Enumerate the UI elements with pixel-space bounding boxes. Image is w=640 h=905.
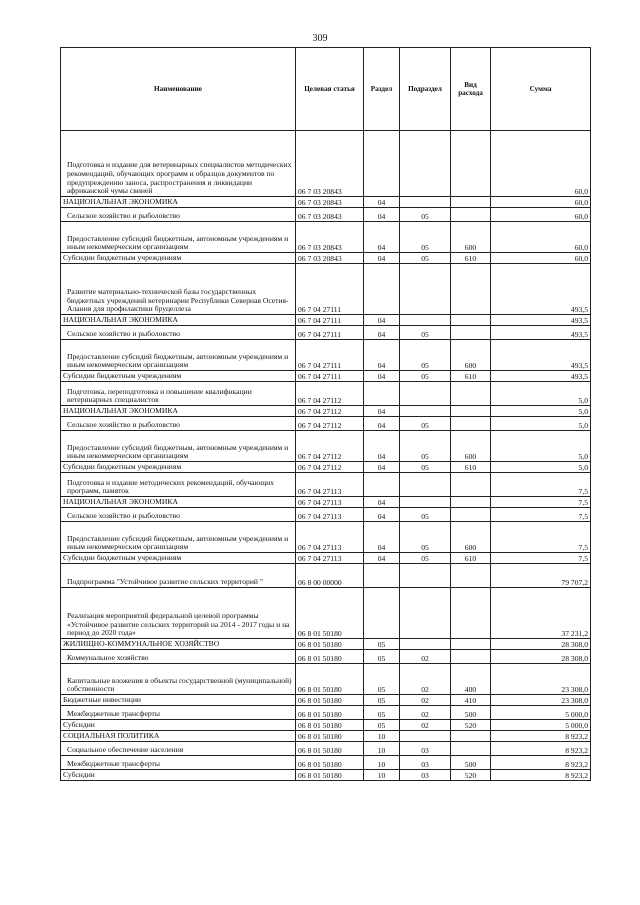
row-name: Развитие материально-технической базы государственных бюджетных учреждений ветеринарии Республики Северная Осетия-Алания для профилактики бруцеллеза <box>61 264 296 315</box>
table-row <box>61 253 591 264</box>
row-amount: 60,0 <box>491 208 591 222</box>
row-subsection: 05 <box>400 340 451 371</box>
row-amount: 60,0 <box>491 222 591 253</box>
row-name: Субсидии бюджетным учреждениям <box>61 553 296 564</box>
table-row <box>61 588 591 639</box>
row-name: Сельское хозяйство и рыболовство <box>61 417 296 431</box>
row-subsection <box>400 588 451 639</box>
row-target-code: 06 8 01 50180 <box>296 650 364 664</box>
row-section: 04 <box>364 340 400 371</box>
row-target-code: 06 7 04 27112 <box>296 382 364 406</box>
table-row <box>61 131 591 197</box>
row-section: 10 <box>364 770 400 781</box>
row-name: Сельское хозяйство и рыболовство <box>61 326 296 340</box>
row-expense-type: 610 <box>451 462 491 473</box>
table-row <box>61 664 591 695</box>
table-row <box>61 639 591 650</box>
row-target-code: 06 8 01 50180 <box>296 695 364 706</box>
row-section: 05 <box>364 664 400 695</box>
table-row <box>61 382 591 406</box>
table-row <box>61 695 591 706</box>
row-target-code: 06 7 04 27111 <box>296 315 364 326</box>
row-name: Капитальные вложения в объекты государственной (муниципальной) собственности <box>61 664 296 695</box>
row-subsection <box>400 639 451 650</box>
row-amount: 37 231,2 <box>491 588 591 639</box>
row-amount: 5,0 <box>491 431 591 462</box>
row-section: 05 <box>364 706 400 720</box>
row-name: НАЦИОНАЛЬНАЯ ЭКОНОМИКА <box>61 197 296 208</box>
row-target-code: 06 7 04 27112 <box>296 417 364 431</box>
table-header <box>61 48 591 131</box>
table-row <box>61 553 591 564</box>
row-name: Социальное обеспечение населения <box>61 742 296 756</box>
row-amount: 8 923,2 <box>491 731 591 742</box>
table-row <box>61 522 591 553</box>
row-expense-type <box>451 326 491 340</box>
row-amount: 7,5 <box>491 553 591 564</box>
table-row <box>61 770 591 781</box>
row-subsection: 03 <box>400 756 451 770</box>
row-subsection: 05 <box>400 253 451 264</box>
row-target-code: 06 8 01 50180 <box>296 639 364 650</box>
header-section: Раздел <box>364 48 400 131</box>
row-section: 04 <box>364 197 400 208</box>
table-row <box>61 431 591 462</box>
row-name: Реализация мероприятий федеральной целевой программы «Устойчивое развитие сельских территорий на 2014 - 2017 годы и на период до 2020 года» <box>61 588 296 639</box>
row-expense-type: 520 <box>451 720 491 731</box>
row-section: 10 <box>364 731 400 742</box>
row-subsection <box>400 473 451 497</box>
row-expense-type <box>451 417 491 431</box>
page-number: 309 <box>312 33 328 44</box>
table-row <box>61 197 591 208</box>
row-name: Предоставление субсидий бюджетным, автономным учреждениям и иным некоммерческим организациям <box>61 431 296 462</box>
row-expense-type <box>451 315 491 326</box>
row-name: Сельское хозяйство и рыболовство <box>61 208 296 222</box>
row-name: Коммунальное хозяйство <box>61 650 296 664</box>
row-target-code: 06 8 00 00000 <box>296 564 364 588</box>
row-section: 04 <box>364 208 400 222</box>
row-name: Субсидии бюджетным учреждениям <box>61 462 296 473</box>
row-amount: 8 923,2 <box>491 742 591 756</box>
table-row <box>61 720 591 731</box>
table-row <box>61 742 591 756</box>
row-section: 05 <box>364 639 400 650</box>
row-name: НАЦИОНАЛЬНАЯ ЭКОНОМИКА <box>61 406 296 417</box>
row-target-code: 06 7 03 20843 <box>296 208 364 222</box>
row-expense-type <box>451 564 491 588</box>
header-name: Наименование <box>61 48 296 131</box>
row-section: 05 <box>364 720 400 731</box>
row-amount: 7,5 <box>491 497 591 508</box>
header-amount: Сумма <box>491 48 591 131</box>
row-expense-type <box>451 508 491 522</box>
row-amount: 60,0 <box>491 253 591 264</box>
table-row <box>61 264 591 315</box>
row-target-code: 06 8 01 50180 <box>296 720 364 731</box>
table-row <box>61 731 591 742</box>
row-subsection: 05 <box>400 208 451 222</box>
row-expense-type: 600 <box>451 340 491 371</box>
row-expense-type <box>451 650 491 664</box>
row-target-code: 06 7 03 20843 <box>296 253 364 264</box>
row-expense-type: 500 <box>451 706 491 720</box>
row-amount: 5,0 <box>491 382 591 406</box>
table-row <box>61 706 591 720</box>
table-row <box>61 462 591 473</box>
row-subsection: 05 <box>400 371 451 382</box>
row-amount: 28 308,0 <box>491 639 591 650</box>
row-name: Подготовка и издание методических рекомендаций, обучающих программ, памяток <box>61 473 296 497</box>
row-amount: 5,0 <box>491 406 591 417</box>
row-target-code: 06 7 03 20843 <box>296 131 364 197</box>
row-subsection <box>400 497 451 508</box>
row-amount: 493,5 <box>491 371 591 382</box>
row-subsection: 03 <box>400 770 451 781</box>
header-expense-type: Вид расхода <box>451 48 491 131</box>
row-section: 04 <box>364 315 400 326</box>
row-expense-type: 410 <box>451 695 491 706</box>
row-section: 04 <box>364 462 400 473</box>
header-subsection: Подраздел <box>400 48 451 131</box>
row-amount: 8 923,2 <box>491 770 591 781</box>
table-row <box>61 406 591 417</box>
row-name: Сельское хозяйство и рыболовство <box>61 508 296 522</box>
row-subsection: 05 <box>400 417 451 431</box>
row-section <box>364 264 400 315</box>
row-amount: 23 308,0 <box>491 664 591 695</box>
row-section <box>364 382 400 406</box>
row-amount: 7,5 <box>491 508 591 522</box>
row-subsection <box>400 264 451 315</box>
row-name: Субсидии <box>61 720 296 731</box>
row-expense-type <box>451 731 491 742</box>
row-expense-type <box>451 588 491 639</box>
row-name: Межбюджетные трансферты <box>61 756 296 770</box>
table-row <box>61 473 591 497</box>
row-target-code: 06 7 04 27113 <box>296 473 364 497</box>
row-expense-type <box>451 406 491 417</box>
row-section: 04 <box>364 222 400 253</box>
row-amount: 5 000,0 <box>491 720 591 731</box>
row-expense-type: 610 <box>451 371 491 382</box>
table-row <box>61 564 591 588</box>
row-section: 10 <box>364 742 400 756</box>
row-amount: 5,0 <box>491 462 591 473</box>
table-row <box>61 371 591 382</box>
row-target-code: 06 7 04 27111 <box>296 371 364 382</box>
row-expense-type: 400 <box>451 664 491 695</box>
row-expense-type: 520 <box>451 770 491 781</box>
table-row <box>61 756 591 770</box>
table-body <box>61 131 591 781</box>
row-expense-type <box>451 639 491 650</box>
row-expense-type: 500 <box>451 756 491 770</box>
row-section: 04 <box>364 406 400 417</box>
row-section: 04 <box>364 253 400 264</box>
table-row <box>61 340 591 371</box>
row-section: 04 <box>364 431 400 462</box>
row-amount: 8 923,2 <box>491 756 591 770</box>
row-amount: 7,5 <box>491 473 591 497</box>
table-row <box>61 417 591 431</box>
row-subsection: 02 <box>400 664 451 695</box>
row-name: НАЦИОНАЛЬНАЯ ЭКОНОМИКА <box>61 497 296 508</box>
row-target-code: 06 7 04 27112 <box>296 406 364 417</box>
row-amount: 28 308,0 <box>491 650 591 664</box>
row-subsection: 02 <box>400 695 451 706</box>
table-row <box>61 208 591 222</box>
row-section <box>364 564 400 588</box>
row-target-code: 06 8 01 50180 <box>296 770 364 781</box>
row-expense-type <box>451 497 491 508</box>
row-name: Межбюджетные трансферты <box>61 706 296 720</box>
row-amount: 23 308,0 <box>491 695 591 706</box>
row-name: Субсидии <box>61 770 296 781</box>
table-row <box>61 650 591 664</box>
header-target: Целевая статья <box>296 48 364 131</box>
table-row <box>61 222 591 253</box>
row-expense-type <box>451 473 491 497</box>
row-subsection <box>400 406 451 417</box>
row-expense-type <box>451 208 491 222</box>
row-subsection: 03 <box>400 742 451 756</box>
row-subsection: 05 <box>400 553 451 564</box>
row-expense-type: 610 <box>451 553 491 564</box>
row-target-code: 06 8 01 50180 <box>296 588 364 639</box>
row-subsection: 05 <box>400 508 451 522</box>
row-expense-type: 610 <box>451 253 491 264</box>
row-subsection: 05 <box>400 222 451 253</box>
row-section <box>364 588 400 639</box>
row-name: Субсидии бюджетным учреждениям <box>61 371 296 382</box>
row-section: 04 <box>364 371 400 382</box>
row-section <box>364 473 400 497</box>
row-target-code: 06 7 04 27111 <box>296 326 364 340</box>
row-subsection <box>400 131 451 197</box>
row-amount: 5,0 <box>491 417 591 431</box>
row-target-code: 06 7 04 27113 <box>296 522 364 553</box>
row-target-code: 06 8 01 50180 <box>296 731 364 742</box>
row-amount: 79 707,2 <box>491 564 591 588</box>
row-name: НАЦИОНАЛЬНАЯ ЭКОНОМИКА <box>61 315 296 326</box>
row-name: ЖИЛИЩНО-КОММУНАЛЬНОЕ ХОЗЯЙСТВО <box>61 639 296 650</box>
row-amount: 60,0 <box>491 197 591 208</box>
row-target-code: 06 8 01 50180 <box>296 756 364 770</box>
row-name: СОЦИАЛЬНАЯ ПОЛИТИКА <box>61 731 296 742</box>
row-subsection <box>400 731 451 742</box>
row-target-code: 06 7 04 27113 <box>296 553 364 564</box>
row-section <box>364 131 400 197</box>
row-subsection <box>400 382 451 406</box>
row-expense-type: 600 <box>451 222 491 253</box>
row-target-code: 06 8 01 50180 <box>296 742 364 756</box>
row-target-code: 06 7 04 27113 <box>296 497 364 508</box>
row-section: 04 <box>364 508 400 522</box>
row-target-code: 06 7 04 27112 <box>296 462 364 473</box>
row-target-code: 06 7 04 27112 <box>296 431 364 462</box>
row-target-code: 06 7 03 20843 <box>296 222 364 253</box>
row-subsection: 02 <box>400 706 451 720</box>
row-name: Бюджетные инвестиции <box>61 695 296 706</box>
row-section: 04 <box>364 522 400 553</box>
row-section: 05 <box>364 650 400 664</box>
budget-table <box>60 47 591 781</box>
row-amount: 7,5 <box>491 522 591 553</box>
row-name: Подготовка, переподготовка и повышение квалификации ветеринарных специалистов <box>61 382 296 406</box>
row-name: Предоставление субсидий бюджетным, автономным учреждениям и иным некоммерческим организациям <box>61 522 296 553</box>
row-target-code: 06 8 01 50180 <box>296 706 364 720</box>
table-row <box>61 508 591 522</box>
row-section: 10 <box>364 756 400 770</box>
row-name: Предоставление субсидий бюджетным, автономным учреждениям и иным некоммерческим организациям <box>61 340 296 371</box>
row-target-code: 06 7 04 27111 <box>296 264 364 315</box>
row-target-code: 06 7 04 27113 <box>296 508 364 522</box>
row-name: Субсидии бюджетным учреждениям <box>61 253 296 264</box>
table-row <box>61 497 591 508</box>
row-subsection: 05 <box>400 522 451 553</box>
row-name: Подпрограмма "Устойчивое развитие сельских территорий " <box>61 564 296 588</box>
row-target-code: 06 8 01 50180 <box>296 664 364 695</box>
row-amount: 493,5 <box>491 315 591 326</box>
row-expense-type <box>451 131 491 197</box>
row-subsection: 05 <box>400 462 451 473</box>
row-amount: 493,5 <box>491 326 591 340</box>
row-section: 04 <box>364 497 400 508</box>
row-target-code: 06 7 04 27111 <box>296 340 364 371</box>
row-section: 04 <box>364 326 400 340</box>
row-expense-type <box>451 742 491 756</box>
row-subsection <box>400 315 451 326</box>
row-expense-type: 600 <box>451 522 491 553</box>
row-section: 05 <box>364 695 400 706</box>
row-amount: 493,5 <box>491 340 591 371</box>
row-target-code: 06 7 03 20843 <box>296 197 364 208</box>
table-row <box>61 326 591 340</box>
row-name: Предоставление субсидий бюджетным, автономным учреждениям и иным некоммерческим организациям <box>61 222 296 253</box>
row-subsection: 05 <box>400 431 451 462</box>
row-amount: 5 000,0 <box>491 706 591 720</box>
row-amount: 493,5 <box>491 264 591 315</box>
row-subsection: 05 <box>400 326 451 340</box>
row-amount: 60,0 <box>491 131 591 197</box>
row-expense-type <box>451 382 491 406</box>
row-expense-type <box>451 264 491 315</box>
row-subsection <box>400 197 451 208</box>
row-name: Подготовка и издание для ветеринарных специалистов методических рекомендаций, обучающих программ и образцов документов по предупреждению заноса, распространения и ликвидации африканской чумы свиней <box>61 131 296 197</box>
table-row <box>61 315 591 326</box>
row-expense-type: 600 <box>451 431 491 462</box>
row-subsection: 02 <box>400 650 451 664</box>
row-section: 04 <box>364 553 400 564</box>
row-section: 04 <box>364 417 400 431</box>
row-subsection <box>400 564 451 588</box>
row-subsection: 02 <box>400 720 451 731</box>
row-expense-type <box>451 197 491 208</box>
